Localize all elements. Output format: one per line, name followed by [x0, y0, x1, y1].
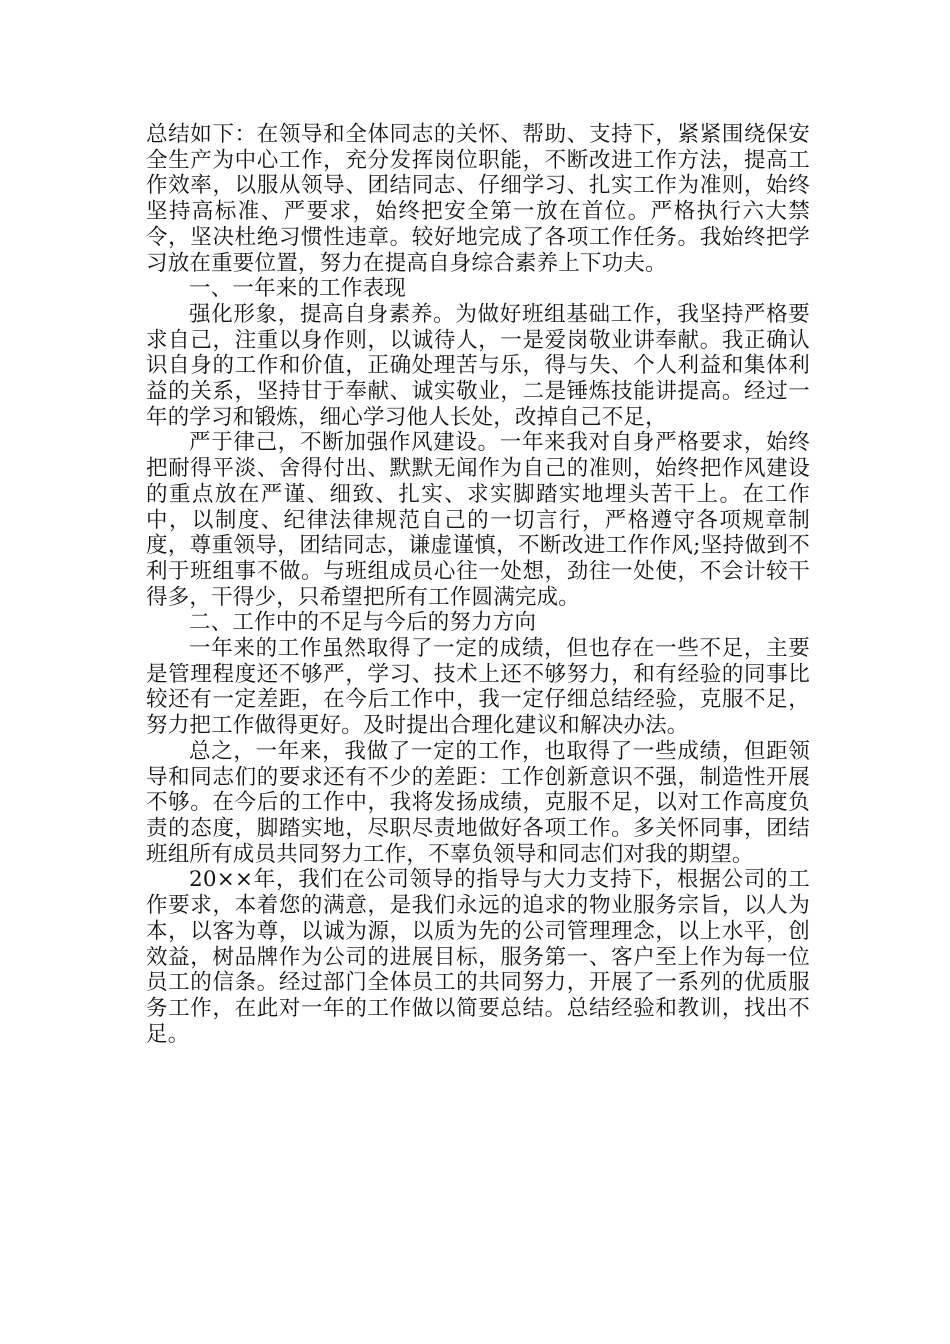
- paragraph-intro: 总结如下：在领导和全体同志的关怀、帮助、支持下，紧紧围绕保安全生产为中心工作，充分发挥岗位职能，不断改进工作方法，提高工作效率，以服从领导、团结同志、仔细学习、扎实工作为准则，始终坚持高标准、严要求，始终把安全第一放在首位。严格执行六大禁令，坚决杜绝习惯性违章。较好地完成了各项工作任务。我始终把学习放在重要位置，努力在提高自身综合素养上下功夫。: [146, 122, 810, 276]
- section-heading-1: 一、一年来的工作表现: [189, 276, 407, 302]
- paragraph-image-quality: 强化形象，提高自身素养。为做好班组基础工作，我坚持严格要求自己，注重以身作则，以诚待人，一是爱岗敬业讲奉献。我正确认识自身的工作和价值，正确处理苦与乐，得与失、个人利益和集体利益的关系，坚持甘于奉献、诚实敬业，二是锤炼技能讲提高。经过一年的学习和锻炼，细心学习他人长处，改掉自己不足，: [146, 301, 810, 430]
- paragraph-self-discipline: 严于律己，不断加强作风建设。一年来我对自身严格要求，始终把耐得平淡、舍得付出、默默无闻作为自己的准则，始终把作风建设的重点放在严谨、细致、扎实、求实脚踏实地埋头苦干上。在工作中，以制度、纪律法律规范自己的一切言行，严格遵守各项规章制度，尊重领导，团结同志，谦虚谨慎，不断改进工作作风;坚持做到不利于班组事不做。与班组成员心往一处想，劲往一处使，不会计较干得多，干得少，只希望把所有工作圆满完成。: [146, 430, 810, 610]
- paragraph-year-summary: 20××年，我们在公司领导的指导与大力支持下，根据公司的工作要求，本着您的满意，是我们永远的追求的物业服务宗旨，以人为本，以客为尊，以诚为源，以质为先的公司管理理念，以上水平，创效益，树品牌作为公司的进展目标，服务第一、客户至上作为每一位员工的信条。经过部门全体员工的共同努力，开展了一系列的优质服务工作，在此对一年的工作做以简要总结。总结经验和教训，找出不足。: [146, 867, 810, 1047]
- paragraph-shortcomings: 一年来的工作虽然取得了一定的成绩，但也存在一些不足，主要是管理程度还不够严，学习、技术上还不够努力，和有经验的同事比较还有一定差距，在今后工作中，我一定仔细总结经验，克服不足，努力把工作做得更好。及时提出合理化建议和解决办法。: [146, 636, 810, 739]
- paragraph-conclusion: 总之，一年来，我做了一定的工作，也取得了一些成绩，但距领导和同志们的要求还有不少的差距：工作创新意识不强，制造性开展不够。在今后的工作中，我将发扬成绩，克服不足，以对工作高度负责的态度，脚踏实地，尽职尽责地做好各项工作。多关怀同事，团结班组所有成员共同努力工作，不辜负领导和同志们对我的期望。: [146, 738, 810, 867]
- section-heading-2: 二、工作中的不足与今后的努力方向: [189, 610, 537, 636]
- document-body: [146, 122, 810, 1047]
